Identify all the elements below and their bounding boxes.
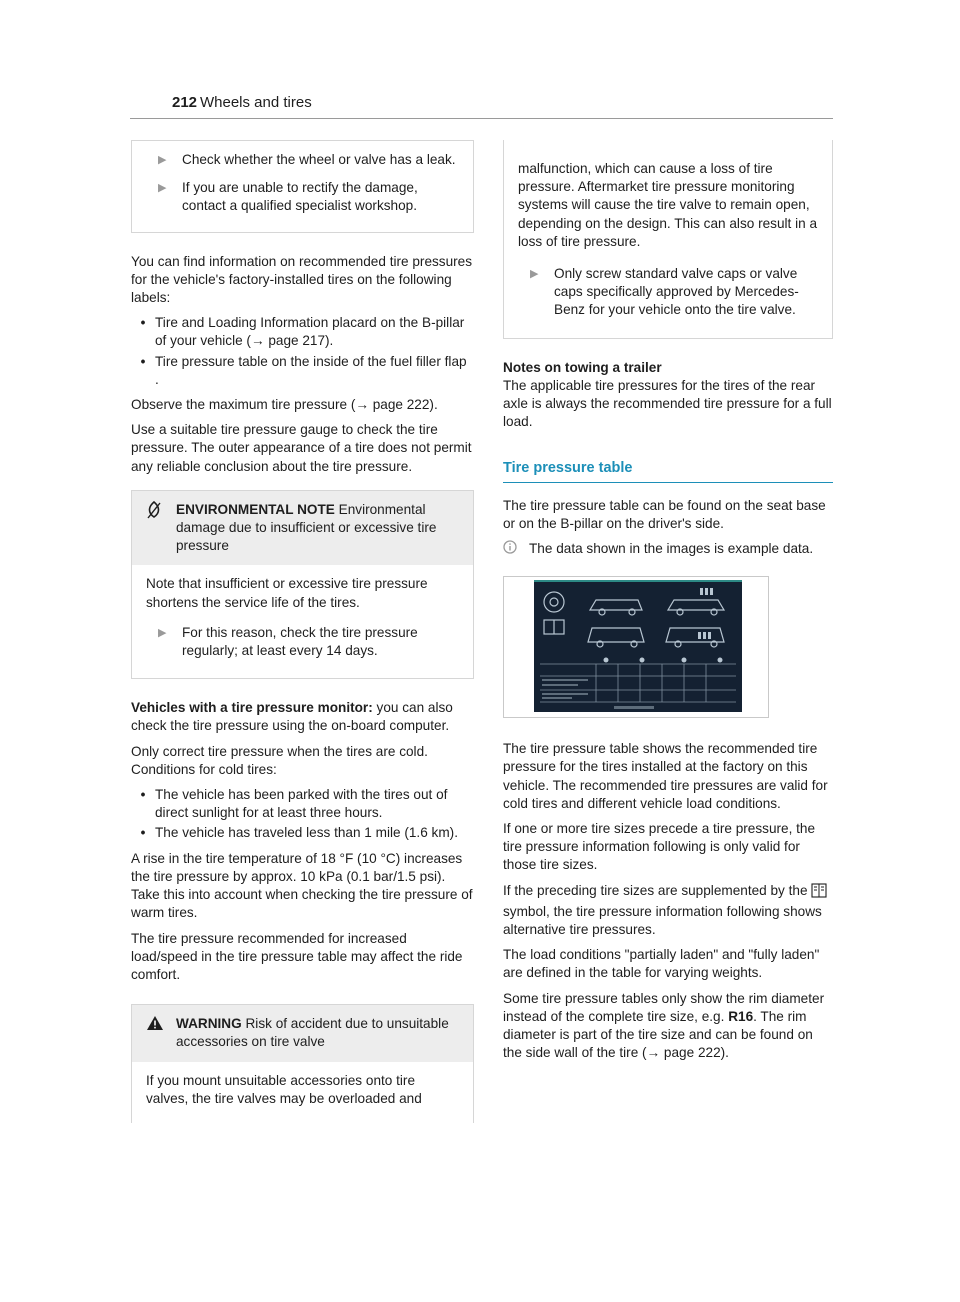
towing-heading: Notes on towing a trailer [503,359,662,375]
cold-list [131,786,474,843]
warning-triangle-icon [146,1015,176,1051]
left-column [131,140,474,1143]
warning-continued: malfunction, which can cause a loss of tire pressure. Aftermarket tire pressure monitoring systems will cause the tire valve to remain open, depending on the design. This can also result in a loss of tire pressure. [518,161,818,249]
list-item: • Tire and Loading Information placard on the B-pillar of your vehicle (→ page 217). [140,315,465,349]
page-header [130,94,833,119]
page-number: 212 [172,94,198,111]
triangle-right-icon: ▶ [158,626,167,639]
leaf-icon [146,501,176,556]
paragraph: Use a suitable tire pressure gauge to check the tire pressure. The outer appearance of a tire does not permit any reliable conclusion about the tire pressure. [131,422,472,474]
steps-box [131,140,474,233]
towing-text: The applicable tire pressures for the tires of the rear axle is always the recommended tire pressure for a full load. [503,377,832,430]
paragraph: If one or more tire sizes precede a tire pressure, the tire pressure information following is only valid for those tire sizes. [503,821,816,873]
placard [534,580,742,712]
rim-example: R16 [728,1008,754,1024]
paragraph: Only correct tire pressure when the tires are cold. Conditions for cold tires: [131,743,428,777]
paragraph: A rise in the tire temperature of 18 °F (10 °C) increases the tire pressure by approx. 10 kPa (0.1 bar/1.5 psi). Take this into account when checking the tire pressure of warm tires. [131,850,473,921]
warning-body: If you mount unsuitable accessories onto tire valves, the tire valves may be overloaded and [146,1072,422,1106]
env-note-heading: Environmental damage due to insufficient or excessive tire pressure [176,501,437,554]
step-item: ▶ If you are unable to rectify the damage, contact a qualified specialist workshop. [146,179,459,215]
paragraph: The tire pressure table shows the recommended tire pressure for the tires installed at the factory on this vehicle. The recommended tire pressures are valid for cold tires and different vehicle load conditions. [503,741,828,811]
paragraph: Vehicles with a tire pressure monitor: you can also check the tire pressure using the on-board computer. [131,700,453,734]
list-item: • The vehicle has traveled less than 1 mile (1.6 km). [140,825,458,841]
right-column [503,140,833,1070]
vehicles-bold: Vehicles with a tire pressure monitor: [131,700,373,716]
warning-box-continued [503,140,833,339]
env-note-title: ENVIRONMENTAL NOTE [176,501,335,517]
paragraph: The tire pressure table can be found on the seat base or on the B-pillar on the driver's side. [503,497,826,531]
step-item: ▶ Only screw standard valve caps or valve caps specifically approved by Mercedes-Benz for your vehicle onto the tire valve. [518,265,818,320]
paragraph: You can find information on recommended tire pressures for the vehicle's factory-installed tires on the following labels: [131,253,473,306]
list-item: • Tire pressure table on the inside of the fuel filler flap . [140,353,467,387]
env-note-body: Note that insufficient or excessive tire pressure shortens the service life of the tires. [146,576,428,610]
warning-title: WARNING [176,1016,242,1032]
section-title: Tire pressure table [503,459,833,482]
triangle-right-icon: ▶ [158,182,167,195]
paragraph: If the preceding tire sizes are supplemented by the symbol, the tire pressure information following shows alternative tire pressures. [503,882,833,940]
triangle-right-icon: ▶ [158,154,167,166]
paragraph: Some tire pressure tables only show the rim diameter instead of the complete tire size, e.g. R16. The rim diameter is part of the tire size and can be found on the side wall of the tire (→ page 222). [503,990,825,1061]
step-item: ▶ For this reason, check the tire pressure regularly; at least every 14 days. [146,624,459,660]
label-list [131,314,474,389]
book-icon [811,883,827,903]
paragraph: The load conditions "partially laden" and "fully laden" are defined in the table for varying weights. [503,947,820,981]
environmental-note-box [131,490,474,679]
section-name: Wheels and tires [200,94,312,111]
paragraph: Observe the maximum tire pressure (→ page 222). [131,397,438,413]
info-icon [503,540,529,558]
step-item: ▶ Check whether the wheel or valve has a leak. [146,151,459,169]
list-item: • The vehicle has been parked with the tires out of direct sunlight for at least three hours. [140,787,448,821]
info-note: The data shown in the images is example data. [503,540,833,558]
placard-illustration [534,580,742,712]
triangle-right-icon: ▶ [530,268,539,281]
warning-heading: Risk of accident due to unsuitable accessories on tire valve [176,1016,449,1050]
warning-header [132,1005,473,1061]
warning-box [131,1004,474,1123]
env-note-header [132,491,473,566]
tire-pressure-placard-image [503,576,769,718]
paragraph: The tire pressure recommended for increased load/speed in the tire pressure table may affect the ride comfort. [131,930,463,982]
